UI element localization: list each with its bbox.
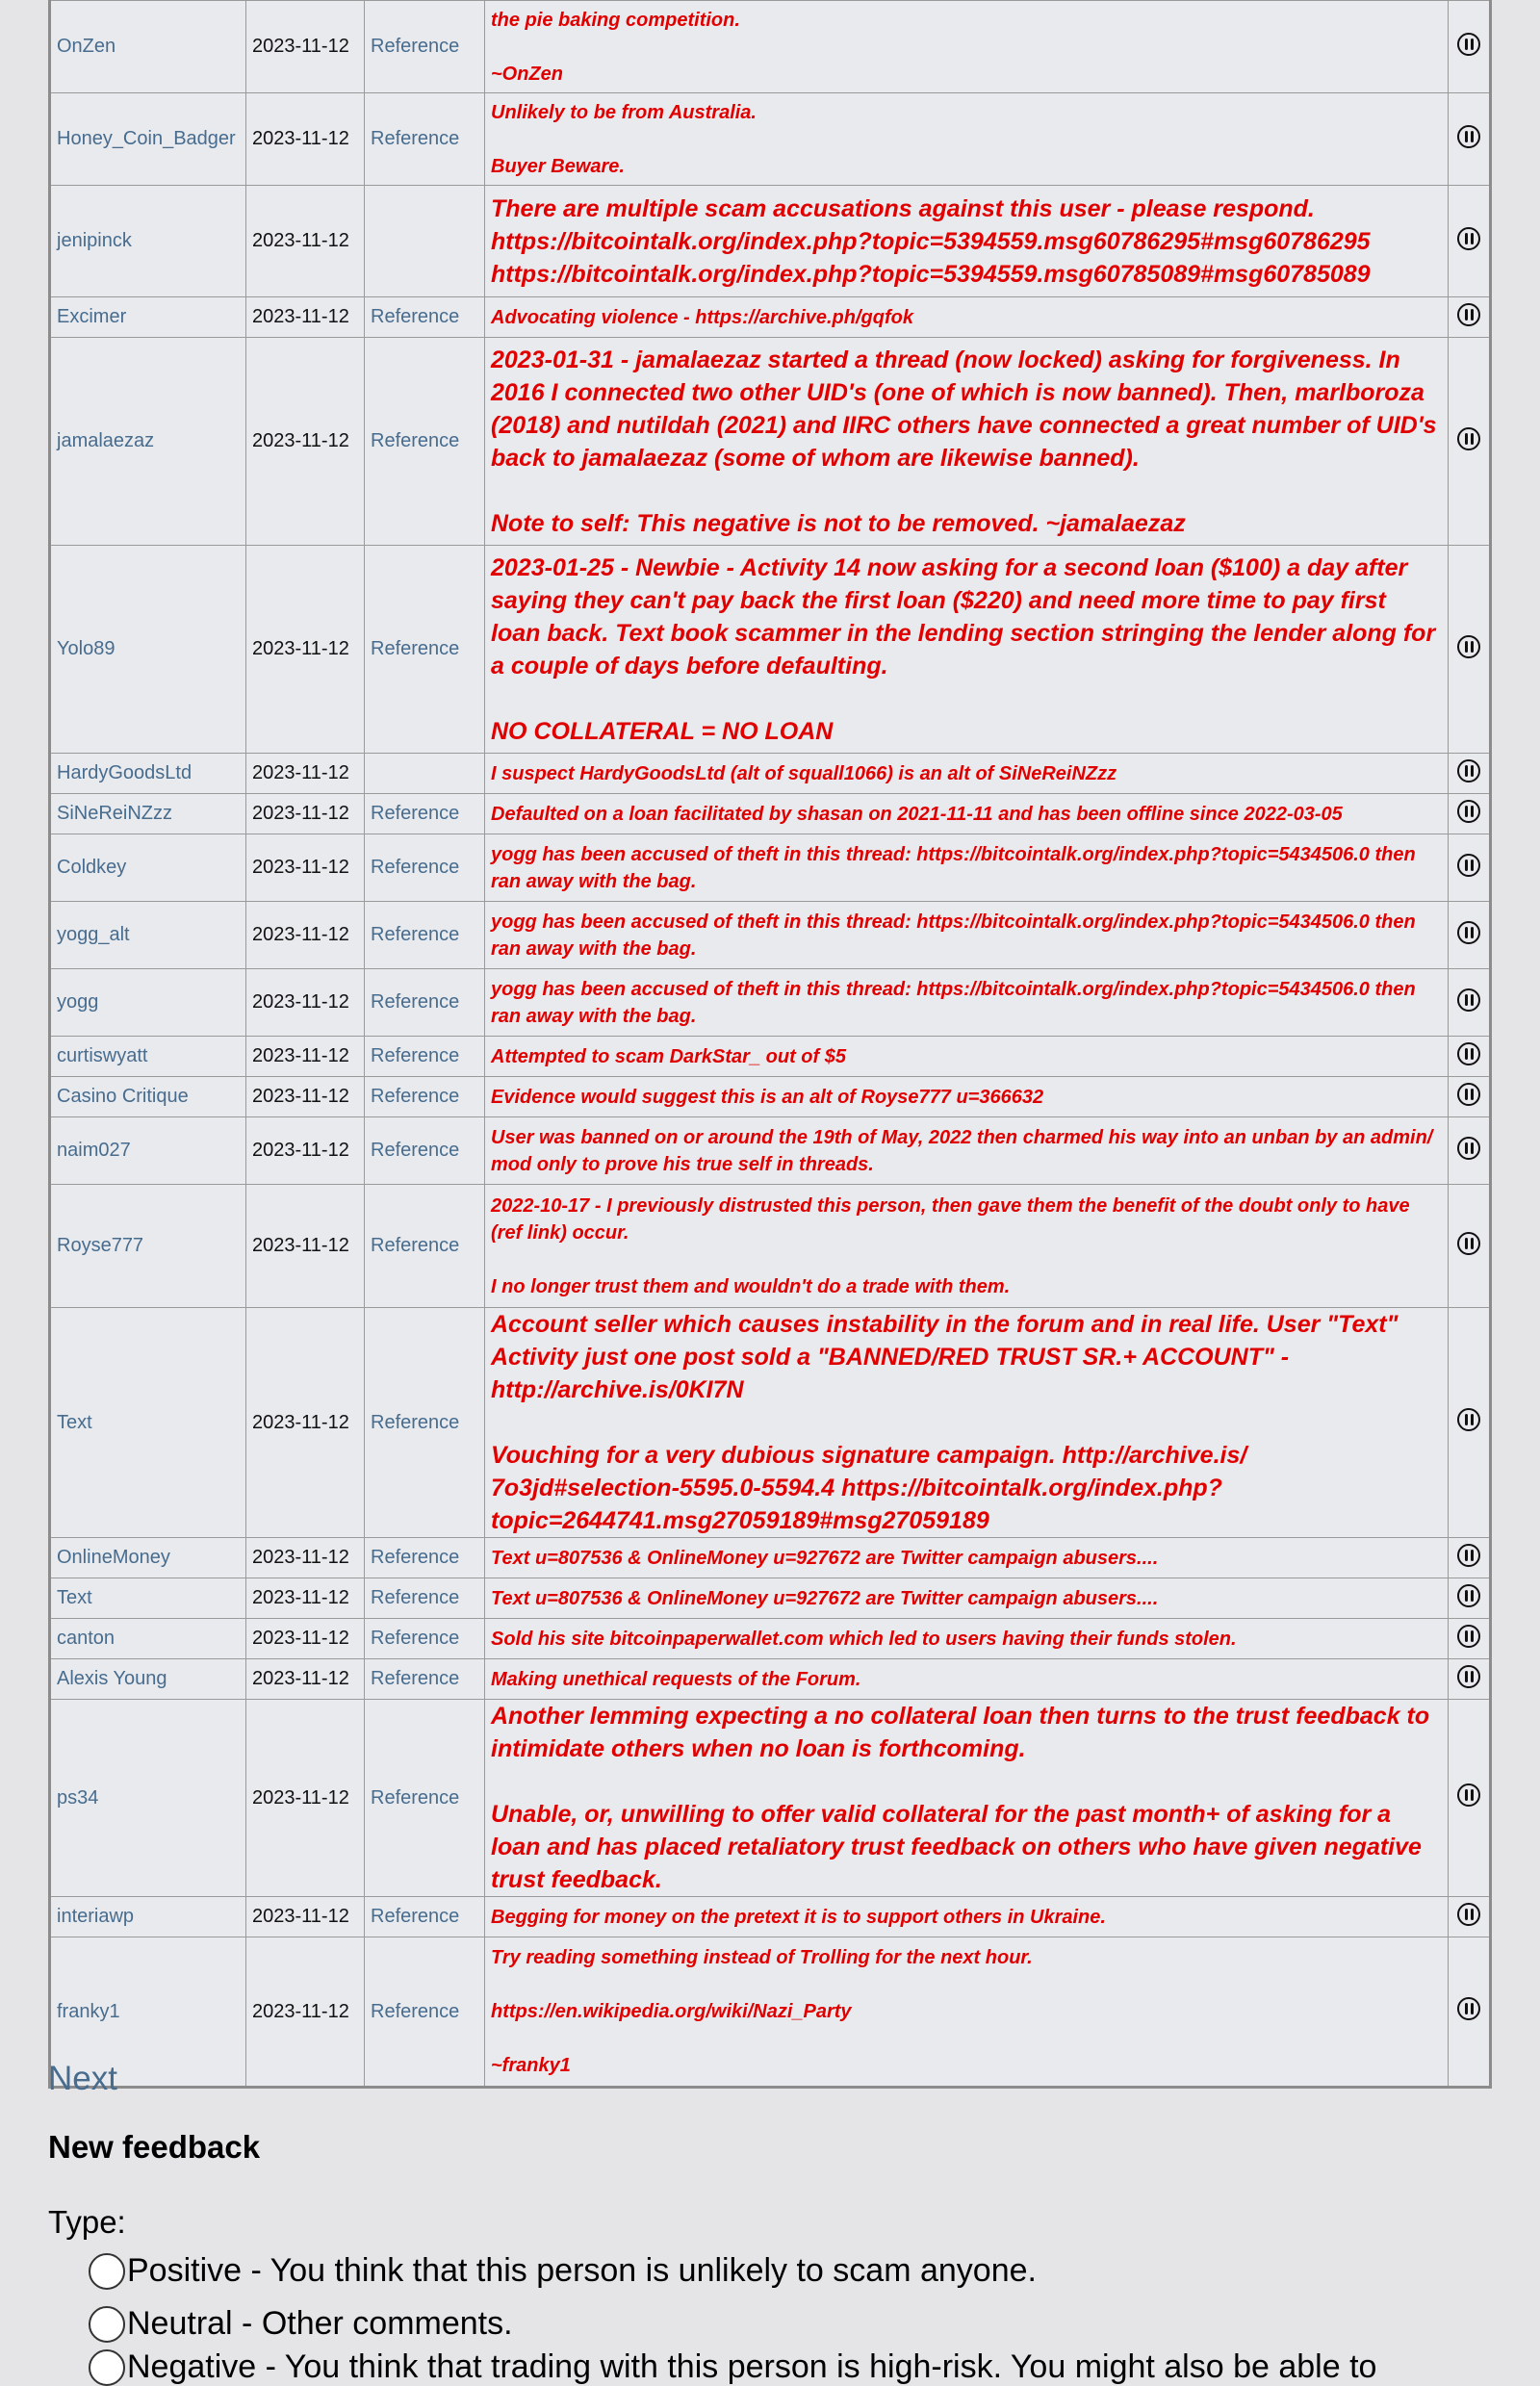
pause-circle-icon[interactable] (1457, 303, 1480, 326)
feedback-user-link[interactable]: ps34 (50, 1700, 246, 1897)
feedback-action-cell (1449, 546, 1491, 754)
feedback-user-link[interactable]: Royse777 (50, 1185, 246, 1308)
pause-circle-icon[interactable] (1457, 227, 1480, 250)
feedback-message-text: I suspect HardyGoodsLtd (alt of squall1066) is an alt of SiNeReiNZzz (491, 762, 1117, 784)
table-row (50, 1937, 1491, 2088)
pause-circle-icon[interactable] (1457, 988, 1480, 1012)
feedback-date: 2023-11-12 (246, 1037, 365, 1077)
feedback-user-link[interactable]: SiNeReiNZzz (50, 794, 246, 834)
feedback-action-cell (1449, 297, 1491, 338)
feedback-date: 2023-11-12 (246, 969, 365, 1037)
feedback-user-link[interactable]: jamalaezaz (50, 338, 246, 546)
table-row (50, 754, 1491, 794)
feedback-action-cell (1449, 1077, 1491, 1117)
feedback-action-cell (1449, 186, 1491, 297)
feedback-message (485, 297, 1449, 338)
negative-radio[interactable] (89, 2349, 125, 2386)
feedback-message (485, 1937, 1449, 2088)
feedback-table-container (48, 0, 1492, 2089)
feedback-date: 2023-11-12 (246, 1937, 365, 2088)
pause-circle-icon[interactable] (1457, 854, 1480, 877)
feedback-date: 2023-11-12 (246, 1538, 365, 1578)
feedback-message (485, 1, 1449, 93)
type-option-neutral[interactable] (89, 2305, 513, 2343)
feedback-reference-link[interactable] (365, 186, 485, 297)
feedback-reference-link[interactable]: Reference (365, 1037, 485, 1077)
feedback-message-text: Sold his site bitcoinpaperwallet.com which led to users having their funds stolen. (491, 1628, 1237, 1650)
feedback-message (485, 1619, 1449, 1659)
feedback-reference-link[interactable]: Reference (365, 93, 485, 186)
table-row (50, 1077, 1491, 1117)
feedback-message-text: Advocating violence - https://archive.ph/gqfok (491, 306, 913, 328)
pause-circle-icon[interactable] (1457, 1544, 1480, 1567)
feedback-action-cell (1449, 1578, 1491, 1619)
table-row (50, 1308, 1491, 1538)
pause-circle-icon[interactable] (1457, 921, 1480, 944)
neutral-label[interactable]: Neutral - Other comments. (127, 2305, 513, 2342)
feedback-action-cell (1449, 1, 1491, 93)
feedback-user-link[interactable]: Text (50, 1308, 246, 1538)
feedback-user-link[interactable]: interiawp (50, 1897, 246, 1937)
table-row (50, 1897, 1491, 1937)
feedback-action-cell (1449, 902, 1491, 969)
feedback-message-text: yogg has been accused of theft in this thread: https://bitcointalk.org/index.php?topic=5434506.0 then ran away with the bag. (491, 843, 1416, 892)
feedback-message (485, 834, 1449, 902)
pause-circle-icon[interactable] (1457, 1408, 1480, 1431)
feedback-message (485, 1308, 1449, 1538)
feedback-message-text: yogg has been accused of theft in this thread: https://bitcointalk.org/index.php?topic=5434506.0 then ran away with the bag. (491, 978, 1416, 1027)
feedback-message-text: There are multiple scam accusations against this user - please respond. https://bitcointalk.org/index.php?topic=5394559.msg60786295#msg60786295 https://bitcointalk.org/index.php?topic=5394559.msg60785089#msg60785089 (491, 194, 1371, 288)
feedback-message-text: Text u=807536 & OnlineMoney u=927672 are Twitter campaign abusers.... (491, 1587, 1159, 1609)
pause-circle-icon[interactable] (1457, 1997, 1480, 2020)
pause-circle-icon[interactable] (1457, 1042, 1480, 1065)
feedback-message-text: the pie baking competition. ~OnZen (491, 9, 740, 85)
feedback-message (485, 1077, 1449, 1117)
pause-circle-icon[interactable] (1457, 427, 1480, 450)
feedback-user-link[interactable]: OnlineMoney (50, 1538, 246, 1578)
feedback-reference-link[interactable]: Reference (365, 1538, 485, 1578)
feedback-reference-link[interactable]: Reference (365, 1897, 485, 1937)
feedback-action-cell (1449, 1700, 1491, 1897)
negative-label[interactable]: Negative - You think that trading with this person is high-risk. You might also be able to (127, 2348, 1377, 2385)
table-row (50, 969, 1491, 1037)
feedback-user-link[interactable]: yogg_alt (50, 902, 246, 969)
pause-circle-icon[interactable] (1457, 1783, 1480, 1807)
feedback-action-cell (1449, 754, 1491, 794)
feedback-action-cell (1449, 338, 1491, 546)
feedback-reference-link[interactable]: Reference (365, 794, 485, 834)
feedback-reference-link[interactable]: Reference (365, 902, 485, 969)
next-page-link[interactable]: Next (48, 2060, 117, 2097)
table-row (50, 93, 1491, 186)
feedback-date: 2023-11-12 (246, 338, 365, 546)
new-feedback-heading: New feedback (48, 2129, 261, 2165)
feedback-reference-link[interactable]: Reference (365, 1117, 485, 1185)
feedback-message-text: Account seller which causes instability in the forum and in real life. User "Text" Activity just one post sold a "BANNED/RED TRUST SR.+ ACCOUNT" - http://archive.is/0KI7N Vouching for a very dubious signature campaign. http://archive.is/ 7o3jd#selection-5595.0-5594.4 https://bitcointalk.org/index.php? topic=2644741.msg27059189#msg27059189 (491, 1311, 1399, 1534)
feedback-reference-link[interactable]: Reference (365, 297, 485, 338)
feedback-action-cell (1449, 1897, 1491, 1937)
feedback-message (485, 93, 1449, 186)
feedback-reference-link[interactable]: Reference (365, 546, 485, 754)
feedback-date: 2023-11-12 (246, 1117, 365, 1185)
table-row (50, 1659, 1491, 1700)
positive-label[interactable]: Positive - You think that this person is unlikely to scam anyone. (127, 2252, 1037, 2289)
feedback-date: 2023-11-12 (246, 754, 365, 794)
feedback-action-cell (1449, 1937, 1491, 2088)
feedback-reference-link[interactable]: Reference (365, 1, 485, 93)
feedback-message (485, 794, 1449, 834)
feedback-message-text: 2023-01-25 - Newbie - Activity 14 now asking for a second loan ($100) a day after saying they can't pay back the first loan ($220) and need more time to pay first loan back. Text book scammer in the lending section stringing the lender along for a couple of days before defaulting. NO COLLATERAL = NO LOAN (491, 553, 1436, 745)
table-row (50, 297, 1491, 338)
table-row (50, 1538, 1491, 1578)
feedback-reference-link[interactable]: Reference (365, 1578, 485, 1619)
feedback-message-text: Defaulted on a loan facilitated by shasan on 2021-11-11 and has been offline since 2022-03-05 (491, 803, 1343, 825)
feedback-action-cell (1449, 1619, 1491, 1659)
feedback-message (485, 754, 1449, 794)
feedback-action-cell (1449, 794, 1491, 834)
neutral-radio[interactable] (89, 2306, 125, 2343)
feedback-message (485, 186, 1449, 297)
table-row (50, 794, 1491, 834)
feedback-user-link[interactable]: jenipinck (50, 186, 246, 297)
feedback-message-text: Another lemming expecting a no collateral loan then turns to the trust feedback to intimidate others when no loan is forthcoming. Unable, or, unwilling to offer valid collateral for the past month+ of asking for a loan and has placed retaliatory trust feedback on others who have given negative trust feedback. (491, 1703, 1430, 1893)
feedback-user-link[interactable]: canton (50, 1619, 246, 1659)
feedback-action-cell (1449, 1538, 1491, 1578)
feedback-message (485, 1659, 1449, 1700)
pause-circle-icon[interactable] (1457, 1137, 1480, 1160)
table-row (50, 338, 1491, 546)
feedback-action-cell (1449, 93, 1491, 186)
table-row (50, 1, 1491, 93)
feedback-date: 2023-11-12 (246, 1077, 365, 1117)
feedback-user-link[interactable]: franky1 (50, 1937, 246, 2088)
feedback-action-cell (1449, 1185, 1491, 1308)
pause-circle-icon[interactable] (1457, 635, 1480, 658)
feedback-reference-link[interactable]: Reference (365, 1185, 485, 1308)
feedback-user-link[interactable]: naim027 (50, 1117, 246, 1185)
feedback-user-link[interactable]: Text (50, 1578, 246, 1619)
feedback-message (485, 969, 1449, 1037)
feedback-message-text: Begging for money on the pretext it is to support others in Ukraine. (491, 1906, 1106, 1928)
feedback-reference-link[interactable]: Reference (365, 969, 485, 1037)
feedback-message-text: Attempted to scam DarkStar_ out of $5 (491, 1045, 846, 1067)
table-row (50, 186, 1491, 297)
feedback-action-cell (1449, 1659, 1491, 1700)
feedback-date: 2023-11-12 (246, 1, 365, 93)
feedback-reference-link[interactable]: Reference (365, 834, 485, 902)
feedback-message (485, 1897, 1449, 1937)
feedback-reference-link[interactable]: Reference (365, 338, 485, 546)
feedback-message-text: 2023-01-31 - jamalaezaz started a thread (now locked) asking for forgiveness. In 2016 I connected two other UID's (one of which is now banned). Then, marlboroza (2018) and nutildah (2021) and IIRC others have connected a great number of UID's back to jamalaezaz (some of whom are likewise banned). Note to self: This negative is not to be removed. ~jamalaezaz (491, 346, 1437, 537)
feedback-message-text: 2022-10-17 - I previously distrusted this person, then gave them the benefit of the doubt only to have (ref link) occur. I no longer trust them and wouldn't do a trade with them. (491, 1194, 1410, 1297)
table-row (50, 546, 1491, 754)
pause-circle-icon[interactable] (1457, 1903, 1480, 1926)
feedback-date: 2023-11-12 (246, 902, 365, 969)
feedback-date: 2023-11-12 (246, 297, 365, 338)
feedback-date: 2023-11-12 (246, 546, 365, 754)
feedback-user-link[interactable]: Excimer (50, 297, 246, 338)
feedback-message-text: User was banned on or around the 19th of May, 2022 then charmed his way into an unban by an admin/ mod only to prove his true self in threads. (491, 1126, 1433, 1175)
feedback-message (485, 1538, 1449, 1578)
type-label: Type: (48, 2204, 126, 2240)
feedback-date: 2023-11-12 (246, 1700, 365, 1897)
pause-circle-icon[interactable] (1457, 1665, 1480, 1688)
table-row (50, 1117, 1491, 1185)
table-row (50, 1037, 1491, 1077)
feedback-user-link[interactable]: curtiswyatt (50, 1037, 246, 1077)
table-row (50, 834, 1491, 902)
table-row (50, 1185, 1491, 1308)
feedback-user-link[interactable]: Honey_Coin_Badger (50, 93, 246, 186)
feedback-user-link[interactable]: Alexis Young (50, 1659, 246, 1700)
feedback-user-link[interactable]: HardyGoodsLtd (50, 754, 246, 794)
feedback-message (485, 546, 1449, 754)
feedback-reference-link[interactable]: Reference (365, 1659, 485, 1700)
pause-circle-icon[interactable] (1457, 1584, 1480, 1607)
feedback-date: 2023-11-12 (246, 1185, 365, 1308)
feedback-reference-link[interactable] (365, 754, 485, 794)
feedback-message (485, 1578, 1449, 1619)
feedback-user-link[interactable]: yogg (50, 969, 246, 1037)
table-row (50, 1700, 1491, 1897)
feedback-message-text: Making unethical requests of the Forum. (491, 1668, 861, 1690)
feedback-message (485, 338, 1449, 546)
feedback-date: 2023-11-12 (246, 1619, 365, 1659)
pause-circle-icon[interactable] (1457, 759, 1480, 783)
feedback-message (485, 1700, 1449, 1897)
feedback-message (485, 1037, 1449, 1077)
feedback-date: 2023-11-12 (246, 1308, 365, 1538)
feedback-action-cell (1449, 969, 1491, 1037)
positive-radio[interactable] (89, 2253, 125, 2290)
feedback-reference-link[interactable]: Reference (365, 1700, 485, 1897)
table-row (50, 902, 1491, 969)
table-row (50, 1578, 1491, 1619)
feedback-message (485, 902, 1449, 969)
feedback-date: 2023-11-12 (246, 1659, 365, 1700)
feedback-user-link[interactable]: Yolo89 (50, 546, 246, 754)
feedback-message-text: yogg has been accused of theft in this thread: https://bitcointalk.org/index.php?topic=5434506.0 then ran away with the bag. (491, 911, 1416, 960)
feedback-message-text: Text u=807536 & OnlineMoney u=927672 are Twitter campaign abusers.... (491, 1547, 1159, 1569)
feedback-message (485, 1185, 1449, 1308)
feedback-date: 2023-11-12 (246, 93, 365, 186)
feedback-user-link[interactable]: OnZen (50, 1, 246, 93)
feedback-message-text: Evidence would suggest this is an alt of Royse777 u=366632 (491, 1086, 1044, 1108)
feedback-action-cell (1449, 1308, 1491, 1538)
feedback-date: 2023-11-12 (246, 794, 365, 834)
pause-circle-icon[interactable] (1457, 1083, 1480, 1106)
feedback-user-link[interactable]: Casino Critique (50, 1077, 246, 1117)
type-option-negative[interactable] (89, 2348, 1376, 2386)
pause-circle-icon[interactable] (1457, 1232, 1480, 1255)
feedback-reference-link[interactable]: Reference (365, 1937, 485, 2088)
feedback-action-cell (1449, 1117, 1491, 1185)
feedback-message (485, 1117, 1449, 1185)
feedback-action-cell (1449, 834, 1491, 902)
feedback-date: 2023-11-12 (246, 834, 365, 902)
feedback-date: 2023-11-12 (246, 1578, 365, 1619)
feedback-action-cell (1449, 1037, 1491, 1077)
type-option-positive[interactable] (89, 2252, 1037, 2290)
feedback-message-text: Unlikely to be from Australia. Buyer Beware. (491, 101, 757, 177)
feedback-reference-link[interactable]: Reference (365, 1619, 485, 1659)
pause-circle-icon[interactable] (1457, 125, 1480, 148)
feedback-reference-link[interactable]: Reference (365, 1308, 485, 1538)
feedback-table (48, 0, 1492, 2089)
pause-circle-icon[interactable] (1457, 33, 1480, 56)
pause-circle-icon[interactable] (1457, 1625, 1480, 1648)
feedback-user-link[interactable]: Coldkey (50, 834, 246, 902)
feedback-date: 2023-11-12 (246, 1897, 365, 1937)
feedback-message-text: Try reading something instead of Trolling for the next hour. https://en.wikipedia.org/wiki/Nazi_Party ~franky1 (491, 1947, 1033, 2076)
pause-circle-icon[interactable] (1457, 800, 1480, 823)
feedback-reference-link[interactable]: Reference (365, 1077, 485, 1117)
feedback-date: 2023-11-12 (246, 186, 365, 297)
table-row (50, 1619, 1491, 1659)
